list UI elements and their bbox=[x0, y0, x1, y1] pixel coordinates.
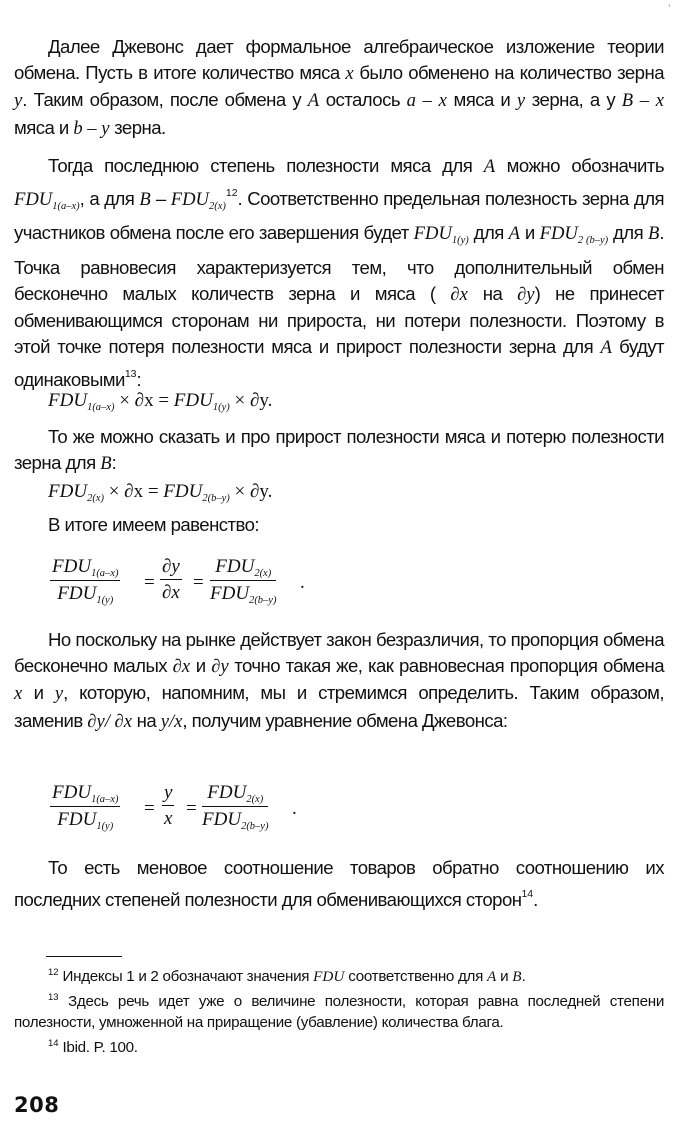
footnote-14: $^{14}$ Ibid. P. 100. bbox=[48, 1038, 138, 1056]
footnotes bbox=[14, 962, 664, 1058]
eq3-equals-1: = bbox=[144, 572, 155, 593]
paragraph-6: То есть меновое соотношение товаров обратно соотношению их последних степеней полезности для обменивающихся сторон$^{14}$. bbox=[14, 857, 664, 911]
footnote-13: $^{13}$ Здесь речь идет уже о величине полезности, которая равна последней степени полезности, умноженной на приращение (убавление) количества блага. bbox=[14, 992, 664, 1031]
paragraph-4: В итоге имеем равенство: bbox=[48, 514, 260, 535]
footnote-12: $^{12}$ Индексы 1 и 2 обозначают значения FDU соответственно для A и B. bbox=[48, 967, 526, 985]
eq4-equals-2: = bbox=[186, 798, 197, 819]
eq4-fraction-2: $\frac{y}{x}$ bbox=[164, 782, 173, 829]
page-number: 208 bbox=[14, 1093, 60, 1117]
eq3-fraction-3: $FDU_{2(x)}$ $FDU_{2(b-y)}$ bbox=[210, 556, 277, 606]
paragraph-5: Но поскольку на рынке действует закон безразличия, то пропорция обмена бесконечно малых ∂x и ∂y точно такая же, как равновесная пропорция обмена x и y, которую, напомним, мы и стремимся определить. Таким образом, заменив ∂y/ ∂x на y/x, получим уравнение обмена Джевонса: bbox=[14, 629, 664, 732]
page-corner-mark: ˈ bbox=[667, 4, 671, 16]
eq4-equals-1: = bbox=[144, 798, 155, 819]
eq3-fraction-2: $\frac{\partial y}{\partial x}$ bbox=[162, 556, 180, 603]
equation-1: $FDU_{1(a-x)} \times \partial x = FDU_{1(y)} \times \partial y$. bbox=[48, 390, 273, 413]
eq4-fraction-1: $FDU_{1(a-x)}$ $FDU_{1(y)}$ bbox=[52, 782, 119, 832]
paragraph-1: Далее Джевонс дает формальное алгебраическое изложение теории обмена. Пусть в итоге количество мяса x было обменено на количество зерна y. Таким образом, после обмена у A осталось a – x мяса и y зерна, а у B – x мяса и b – y зерна. bbox=[14, 36, 664, 139]
footnote-separator bbox=[46, 956, 122, 957]
eq4-fraction-3: $FDU_{2(x)}$ $FDU_{2(b-y)}$ bbox=[202, 782, 269, 832]
eq3-equals-2: = bbox=[193, 572, 204, 593]
eq3-period: . bbox=[300, 572, 305, 593]
paragraph-3: То же можно сказать и про прирост полезности мяса и потерю полезности зерна для B: bbox=[14, 426, 664, 475]
equation-2: $FDU_{2(x)} \times \partial x = FDU_{2(b-y)} \times \partial y$. bbox=[48, 481, 273, 504]
paragraph-2: Тогда последнюю степень полезности мяса для A можно обозначить $FDU_{1(a-x)}$, а для B – $FDU_{2(x)}^{12}$. Соответственно предельная полезность зерна для участников обмена после его завершения будет $FDU_{1(y)}$ для A и $FDU_{2 (b-y)}$ для B. Точка равновесия характеризуется тем, что дополнительный обмен бесконечно малых количеств зерна и мяса ( ∂x на ∂y) не принесет обменивающимся сторонам ни прироста, ни потери полезности. Поэтому в этой точке потеря полезности мяса и прирост полезности зерна для A будут одинаковыми$^{13}$: bbox=[14, 155, 665, 391]
eq4-period: . bbox=[292, 798, 297, 819]
eq3-fraction-1: $FDU_{1(a-x)}$ $FDU_{1(y)}$ bbox=[52, 556, 119, 606]
